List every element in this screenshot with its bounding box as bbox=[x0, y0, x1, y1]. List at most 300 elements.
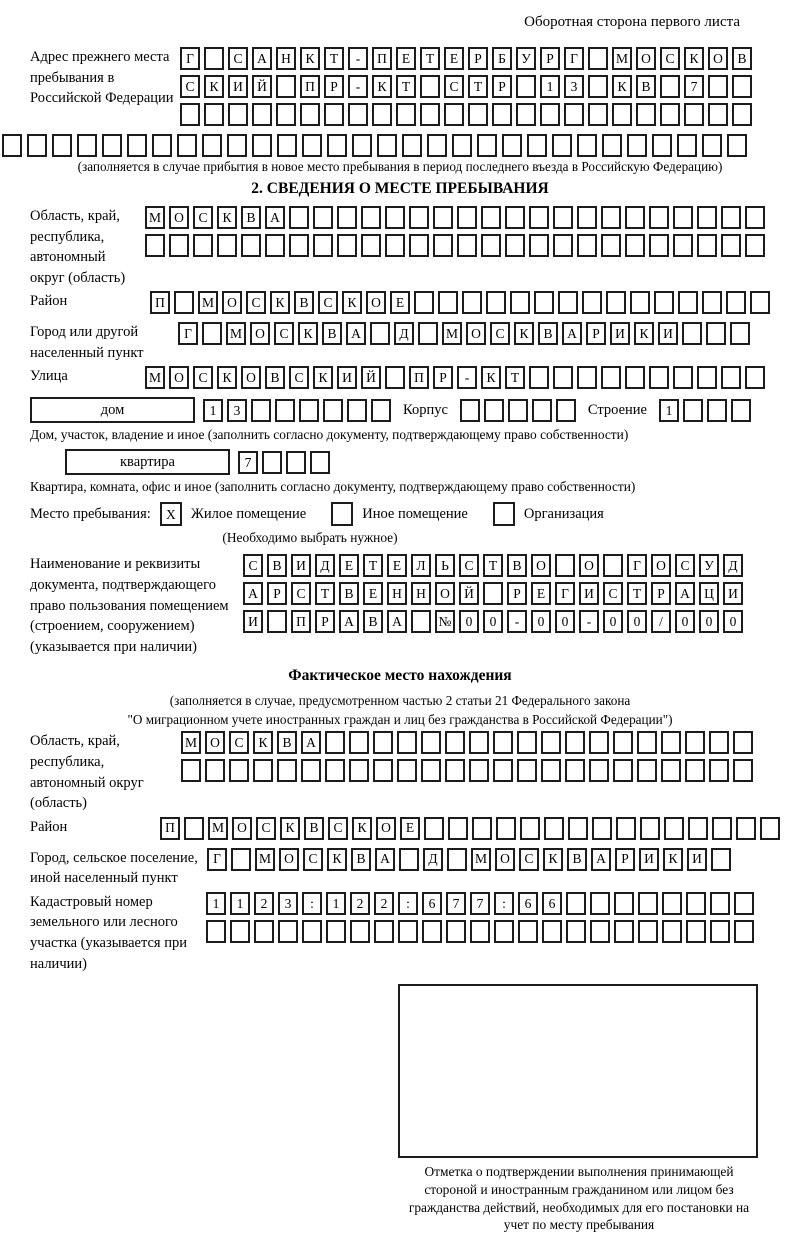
char-cell[interactable] bbox=[568, 817, 588, 840]
char-cell[interactable] bbox=[625, 206, 645, 229]
char-cell[interactable]: Н bbox=[387, 582, 407, 605]
char-cell[interactable] bbox=[750, 291, 770, 314]
char-cell[interactable]: С bbox=[490, 322, 510, 345]
char-cell[interactable] bbox=[601, 206, 621, 229]
char-cell[interactable] bbox=[483, 582, 503, 605]
char-cell[interactable] bbox=[438, 291, 458, 314]
char-cell[interactable] bbox=[184, 817, 204, 840]
char-cell[interactable] bbox=[708, 75, 728, 98]
char-cell[interactable]: Г bbox=[564, 47, 584, 70]
char-cell[interactable] bbox=[373, 759, 393, 782]
char-cell[interactable]: О bbox=[376, 817, 396, 840]
char-cell[interactable]: В bbox=[363, 610, 383, 633]
char-cell[interactable] bbox=[502, 134, 522, 157]
char-cell[interactable]: С bbox=[303, 848, 323, 871]
char-cell[interactable]: Н bbox=[276, 47, 296, 70]
char-cell[interactable] bbox=[577, 134, 597, 157]
char-cell[interactable] bbox=[326, 920, 346, 943]
char-cell[interactable]: Т bbox=[315, 582, 335, 605]
char-cell[interactable] bbox=[337, 206, 357, 229]
char-cell[interactable] bbox=[302, 920, 322, 943]
char-cell[interactable] bbox=[494, 920, 514, 943]
char-cell[interactable]: С bbox=[193, 366, 213, 389]
char-cell[interactable]: 0 bbox=[723, 610, 743, 633]
char-cell[interactable]: / bbox=[651, 610, 671, 633]
char-cell[interactable] bbox=[697, 206, 717, 229]
char-cell[interactable]: 0 bbox=[699, 610, 719, 633]
char-cell[interactable]: 7 bbox=[684, 75, 704, 98]
char-cell[interactable]: М bbox=[145, 366, 165, 389]
char-cell[interactable] bbox=[275, 399, 295, 422]
char-cell[interactable]: М bbox=[471, 848, 491, 871]
char-cell[interactable] bbox=[541, 759, 561, 782]
char-cell[interactable] bbox=[447, 848, 467, 871]
char-cell[interactable]: В bbox=[351, 848, 371, 871]
char-cell[interactable] bbox=[732, 75, 752, 98]
char-cell[interactable] bbox=[686, 892, 706, 915]
char-cell[interactable]: В bbox=[277, 731, 297, 754]
char-cell[interactable] bbox=[228, 103, 248, 126]
char-cell[interactable] bbox=[588, 103, 608, 126]
char-cell[interactable]: 0 bbox=[531, 610, 551, 633]
char-cell[interactable]: С bbox=[246, 291, 266, 314]
char-cell[interactable]: 6 bbox=[542, 892, 562, 915]
char-cell[interactable] bbox=[420, 75, 440, 98]
char-cell[interactable] bbox=[327, 134, 347, 157]
char-cell[interactable] bbox=[396, 103, 416, 126]
char-cell[interactable]: М bbox=[612, 47, 632, 70]
char-cell[interactable]: 3 bbox=[227, 399, 247, 422]
char-cell[interactable]: : bbox=[494, 892, 514, 915]
char-cell[interactable]: В bbox=[267, 554, 287, 577]
char-cell[interactable]: П bbox=[300, 75, 320, 98]
char-cell[interactable] bbox=[193, 234, 213, 257]
char-cell[interactable]: В bbox=[538, 322, 558, 345]
char-cell[interactable]: К bbox=[298, 322, 318, 345]
char-cell[interactable]: Й bbox=[252, 75, 272, 98]
char-cell[interactable] bbox=[230, 920, 250, 943]
char-cell[interactable] bbox=[457, 234, 477, 257]
char-cell[interactable]: И bbox=[687, 848, 707, 871]
char-cell[interactable]: О bbox=[636, 47, 656, 70]
char-cell[interactable] bbox=[613, 759, 633, 782]
char-cell[interactable] bbox=[603, 554, 623, 577]
char-cell[interactable] bbox=[202, 322, 222, 345]
char-cell[interactable] bbox=[510, 291, 530, 314]
char-cell[interactable] bbox=[300, 103, 320, 126]
char-cell[interactable]: М bbox=[181, 731, 201, 754]
char-cell[interactable]: К bbox=[352, 817, 372, 840]
char-cell[interactable]: М bbox=[442, 322, 462, 345]
char-cell[interactable]: В bbox=[241, 206, 261, 229]
char-cell[interactable]: 1 bbox=[659, 399, 679, 422]
char-cell[interactable] bbox=[520, 817, 540, 840]
char-cell[interactable] bbox=[374, 920, 394, 943]
char-cell[interactable]: С bbox=[193, 206, 213, 229]
char-cell[interactable]: А bbox=[562, 322, 582, 345]
char-cell[interactable]: Р bbox=[507, 582, 527, 605]
char-cell[interactable]: Й bbox=[361, 366, 381, 389]
char-cell[interactable]: - bbox=[348, 47, 368, 70]
char-cell[interactable] bbox=[518, 920, 538, 943]
char-cell[interactable] bbox=[477, 134, 497, 157]
char-cell[interactable]: С bbox=[243, 554, 263, 577]
char-cell[interactable]: С bbox=[229, 731, 249, 754]
char-cell[interactable] bbox=[277, 759, 297, 782]
char-cell[interactable] bbox=[323, 399, 343, 422]
char-cell[interactable] bbox=[481, 206, 501, 229]
char-cell[interactable]: В bbox=[265, 366, 285, 389]
char-cell[interactable] bbox=[352, 134, 372, 157]
char-cell[interactable] bbox=[711, 848, 731, 871]
char-cell[interactable]: М bbox=[226, 322, 246, 345]
char-cell[interactable]: А bbox=[243, 582, 263, 605]
char-cell[interactable] bbox=[638, 892, 658, 915]
char-cell[interactable] bbox=[402, 134, 422, 157]
char-cell[interactable]: Р bbox=[267, 582, 287, 605]
char-cell[interactable] bbox=[445, 731, 465, 754]
char-cell[interactable] bbox=[734, 920, 754, 943]
char-cell[interactable]: 3 bbox=[564, 75, 584, 98]
char-cell[interactable] bbox=[277, 134, 297, 157]
char-cell[interactable] bbox=[652, 134, 672, 157]
char-cell[interactable]: Г bbox=[178, 322, 198, 345]
char-cell[interactable] bbox=[565, 731, 585, 754]
char-cell[interactable] bbox=[397, 731, 417, 754]
char-cell[interactable] bbox=[649, 206, 669, 229]
char-cell[interactable]: Т bbox=[420, 47, 440, 70]
char-cell[interactable] bbox=[556, 399, 576, 422]
char-cell[interactable] bbox=[685, 731, 705, 754]
char-cell[interactable] bbox=[251, 399, 271, 422]
char-cell[interactable]: Д bbox=[315, 554, 335, 577]
char-cell[interactable]: И bbox=[639, 848, 659, 871]
char-cell[interactable]: Г bbox=[555, 582, 575, 605]
char-cell[interactable]: Г bbox=[627, 554, 647, 577]
char-cell[interactable] bbox=[702, 134, 722, 157]
char-cell[interactable]: К bbox=[663, 848, 683, 871]
char-cell[interactable]: Г bbox=[207, 848, 227, 871]
char-cell[interactable] bbox=[638, 920, 658, 943]
char-cell[interactable] bbox=[77, 134, 97, 157]
char-cell[interactable] bbox=[710, 920, 730, 943]
char-cell[interactable]: С bbox=[318, 291, 338, 314]
char-cell[interactable]: 7 bbox=[446, 892, 466, 915]
char-cell[interactable]: 0 bbox=[555, 610, 575, 633]
char-cell[interactable]: П bbox=[372, 47, 392, 70]
char-cell[interactable]: К bbox=[253, 731, 273, 754]
char-cell[interactable] bbox=[745, 366, 765, 389]
char-cell[interactable] bbox=[325, 759, 345, 782]
char-cell[interactable]: П bbox=[409, 366, 429, 389]
char-cell[interactable]: 1 bbox=[206, 892, 226, 915]
char-cell[interactable]: В bbox=[636, 75, 656, 98]
char-cell[interactable] bbox=[313, 234, 333, 257]
char-cell[interactable] bbox=[649, 366, 669, 389]
char-cell[interactable] bbox=[697, 366, 717, 389]
char-cell[interactable] bbox=[673, 234, 693, 257]
char-cell[interactable]: О bbox=[651, 554, 671, 577]
char-cell[interactable] bbox=[697, 234, 717, 257]
char-cell[interactable] bbox=[589, 759, 609, 782]
char-cell[interactable] bbox=[662, 892, 682, 915]
char-cell[interactable] bbox=[448, 817, 468, 840]
char-cell[interactable]: О bbox=[232, 817, 252, 840]
char-cell[interactable]: К bbox=[372, 75, 392, 98]
char-cell[interactable] bbox=[361, 234, 381, 257]
char-cell[interactable] bbox=[337, 234, 357, 257]
char-cell[interactable]: Й bbox=[459, 582, 479, 605]
char-cell[interactable] bbox=[540, 103, 560, 126]
char-cell[interactable] bbox=[205, 759, 225, 782]
char-cell[interactable]: К bbox=[327, 848, 347, 871]
char-cell[interactable] bbox=[721, 234, 741, 257]
char-cell[interactable] bbox=[452, 134, 472, 157]
char-cell[interactable] bbox=[372, 103, 392, 126]
char-cell[interactable] bbox=[231, 848, 251, 871]
char-cell[interactable] bbox=[486, 291, 506, 314]
char-cell[interactable] bbox=[566, 920, 586, 943]
char-cell[interactable] bbox=[745, 206, 765, 229]
char-cell[interactable]: Т bbox=[627, 582, 647, 605]
char-cell[interactable]: О bbox=[250, 322, 270, 345]
char-cell[interactable] bbox=[508, 399, 528, 422]
char-cell[interactable] bbox=[601, 366, 621, 389]
char-cell[interactable]: Р bbox=[540, 47, 560, 70]
char-cell[interactable] bbox=[732, 103, 752, 126]
char-cell[interactable] bbox=[733, 731, 753, 754]
char-cell[interactable]: Р bbox=[324, 75, 344, 98]
char-cell[interactable]: А bbox=[252, 47, 272, 70]
char-cell[interactable] bbox=[577, 206, 597, 229]
char-cell[interactable]: И bbox=[337, 366, 357, 389]
char-cell[interactable]: К bbox=[217, 366, 237, 389]
char-cell[interactable] bbox=[484, 399, 504, 422]
char-cell[interactable]: 6 bbox=[518, 892, 538, 915]
char-cell[interactable]: Р bbox=[615, 848, 635, 871]
char-cell[interactable]: П bbox=[291, 610, 311, 633]
char-cell[interactable] bbox=[661, 759, 681, 782]
char-cell[interactable]: Н bbox=[411, 582, 431, 605]
char-cell[interactable] bbox=[433, 206, 453, 229]
char-cell[interactable] bbox=[734, 892, 754, 915]
char-cell[interactable] bbox=[688, 817, 708, 840]
char-cell[interactable] bbox=[349, 759, 369, 782]
char-cell[interactable] bbox=[558, 291, 578, 314]
char-cell[interactable]: Т bbox=[363, 554, 383, 577]
char-cell[interactable] bbox=[588, 75, 608, 98]
char-cell[interactable] bbox=[613, 731, 633, 754]
char-cell[interactable] bbox=[399, 848, 419, 871]
char-cell[interactable]: В bbox=[304, 817, 324, 840]
char-cell[interactable]: В bbox=[294, 291, 314, 314]
char-cell[interactable] bbox=[637, 759, 657, 782]
char-cell[interactable] bbox=[370, 322, 390, 345]
char-cell[interactable] bbox=[534, 291, 554, 314]
char-cell[interactable]: П bbox=[150, 291, 170, 314]
char-cell[interactable] bbox=[496, 817, 516, 840]
char-cell[interactable] bbox=[577, 234, 597, 257]
char-cell[interactable] bbox=[377, 134, 397, 157]
char-cell[interactable] bbox=[409, 234, 429, 257]
char-cell[interactable] bbox=[654, 291, 674, 314]
char-cell[interactable]: 1 bbox=[540, 75, 560, 98]
char-cell[interactable] bbox=[731, 399, 751, 422]
char-cell[interactable]: С bbox=[228, 47, 248, 70]
char-cell[interactable] bbox=[527, 134, 547, 157]
char-cell[interactable] bbox=[616, 817, 636, 840]
char-cell[interactable] bbox=[588, 47, 608, 70]
char-cell[interactable]: - bbox=[579, 610, 599, 633]
char-cell[interactable] bbox=[202, 134, 222, 157]
char-cell[interactable] bbox=[152, 134, 172, 157]
char-cell[interactable]: С bbox=[274, 322, 294, 345]
organization-checkbox[interactable] bbox=[493, 502, 515, 526]
char-cell[interactable]: Т bbox=[324, 47, 344, 70]
char-cell[interactable]: К bbox=[612, 75, 632, 98]
char-cell[interactable] bbox=[721, 366, 741, 389]
char-cell[interactable]: О bbox=[205, 731, 225, 754]
char-cell[interactable] bbox=[590, 892, 610, 915]
char-cell[interactable]: Т bbox=[468, 75, 488, 98]
char-cell[interactable]: О bbox=[169, 206, 189, 229]
char-cell[interactable] bbox=[702, 291, 722, 314]
char-cell[interactable]: Е bbox=[390, 291, 410, 314]
char-cell[interactable]: И bbox=[658, 322, 678, 345]
char-cell[interactable] bbox=[553, 234, 573, 257]
char-cell[interactable] bbox=[127, 134, 147, 157]
char-cell[interactable] bbox=[592, 817, 612, 840]
char-cell[interactable] bbox=[505, 234, 525, 257]
char-cell[interactable]: 3 bbox=[278, 892, 298, 915]
char-cell[interactable]: : bbox=[302, 892, 322, 915]
char-cell[interactable] bbox=[446, 920, 466, 943]
char-cell[interactable] bbox=[673, 206, 693, 229]
char-cell[interactable]: Г bbox=[180, 47, 200, 70]
char-cell[interactable] bbox=[310, 451, 330, 474]
char-cell[interactable]: С bbox=[256, 817, 276, 840]
char-cell[interactable] bbox=[174, 291, 194, 314]
char-cell[interactable] bbox=[227, 134, 247, 157]
char-cell[interactable] bbox=[529, 234, 549, 257]
char-cell[interactable]: Б bbox=[492, 47, 512, 70]
char-cell[interactable]: С bbox=[328, 817, 348, 840]
char-cell[interactable]: А bbox=[375, 848, 395, 871]
char-cell[interactable] bbox=[289, 206, 309, 229]
char-cell[interactable]: 1 bbox=[203, 399, 223, 422]
char-cell[interactable] bbox=[169, 234, 189, 257]
char-cell[interactable] bbox=[664, 817, 684, 840]
char-cell[interactable]: М bbox=[208, 817, 228, 840]
char-cell[interactable] bbox=[350, 920, 370, 943]
char-cell[interactable] bbox=[385, 206, 405, 229]
char-cell[interactable]: О bbox=[279, 848, 299, 871]
char-cell[interactable] bbox=[660, 75, 680, 98]
char-cell[interactable] bbox=[649, 234, 669, 257]
char-cell[interactable] bbox=[601, 234, 621, 257]
char-cell[interactable]: : bbox=[398, 892, 418, 915]
char-cell[interactable] bbox=[102, 134, 122, 157]
char-cell[interactable]: К bbox=[684, 47, 704, 70]
char-cell[interactable] bbox=[614, 892, 634, 915]
char-cell[interactable] bbox=[709, 759, 729, 782]
char-cell[interactable]: О bbox=[466, 322, 486, 345]
char-cell[interactable] bbox=[517, 759, 537, 782]
char-cell[interactable] bbox=[606, 291, 626, 314]
char-cell[interactable]: Р bbox=[651, 582, 671, 605]
char-cell[interactable] bbox=[625, 366, 645, 389]
char-cell[interactable]: М bbox=[255, 848, 275, 871]
char-cell[interactable] bbox=[289, 234, 309, 257]
char-cell[interactable] bbox=[707, 399, 727, 422]
char-cell[interactable]: Д bbox=[394, 322, 414, 345]
char-cell[interactable]: С bbox=[603, 582, 623, 605]
char-cell[interactable]: 6 bbox=[422, 892, 442, 915]
char-cell[interactable] bbox=[553, 366, 573, 389]
char-cell[interactable]: А bbox=[265, 206, 285, 229]
char-cell[interactable] bbox=[444, 103, 464, 126]
char-cell[interactable]: 7 bbox=[470, 892, 490, 915]
char-cell[interactable] bbox=[411, 610, 431, 633]
char-cell[interactable] bbox=[614, 920, 634, 943]
char-cell[interactable]: И bbox=[243, 610, 263, 633]
char-cell[interactable] bbox=[2, 134, 22, 157]
char-cell[interactable] bbox=[347, 399, 367, 422]
char-cell[interactable] bbox=[684, 103, 704, 126]
char-cell[interactable] bbox=[27, 134, 47, 157]
char-cell[interactable] bbox=[373, 731, 393, 754]
char-cell[interactable]: У bbox=[516, 47, 536, 70]
char-cell[interactable]: С bbox=[289, 366, 309, 389]
char-cell[interactable]: 0 bbox=[627, 610, 647, 633]
char-cell[interactable]: 0 bbox=[675, 610, 695, 633]
char-cell[interactable]: А bbox=[387, 610, 407, 633]
char-cell[interactable]: О bbox=[222, 291, 242, 314]
char-cell[interactable]: И bbox=[610, 322, 630, 345]
char-cell[interactable] bbox=[427, 134, 447, 157]
char-cell[interactable] bbox=[241, 234, 261, 257]
char-cell[interactable] bbox=[348, 103, 368, 126]
char-cell[interactable] bbox=[286, 451, 306, 474]
char-cell[interactable] bbox=[206, 920, 226, 943]
char-cell[interactable] bbox=[709, 731, 729, 754]
char-cell[interactable]: К bbox=[514, 322, 534, 345]
char-cell[interactable] bbox=[385, 234, 405, 257]
char-cell[interactable]: И bbox=[291, 554, 311, 577]
char-cell[interactable]: С bbox=[291, 582, 311, 605]
char-cell[interactable] bbox=[712, 817, 732, 840]
char-cell[interactable] bbox=[627, 134, 647, 157]
char-cell[interactable] bbox=[421, 731, 441, 754]
char-cell[interactable] bbox=[661, 731, 681, 754]
char-cell[interactable] bbox=[736, 817, 756, 840]
char-cell[interactable] bbox=[660, 103, 680, 126]
char-cell[interactable] bbox=[371, 399, 391, 422]
char-cell[interactable]: 2 bbox=[374, 892, 394, 915]
char-cell[interactable]: С bbox=[180, 75, 200, 98]
char-cell[interactable]: О bbox=[708, 47, 728, 70]
char-cell[interactable] bbox=[492, 103, 512, 126]
char-cell[interactable] bbox=[564, 103, 584, 126]
char-cell[interactable] bbox=[180, 103, 200, 126]
char-cell[interactable] bbox=[265, 234, 285, 257]
char-cell[interactable] bbox=[678, 291, 698, 314]
char-cell[interactable] bbox=[673, 366, 693, 389]
char-cell[interactable]: К bbox=[543, 848, 563, 871]
char-cell[interactable] bbox=[636, 103, 656, 126]
char-cell[interactable] bbox=[252, 103, 272, 126]
char-cell[interactable] bbox=[745, 234, 765, 257]
